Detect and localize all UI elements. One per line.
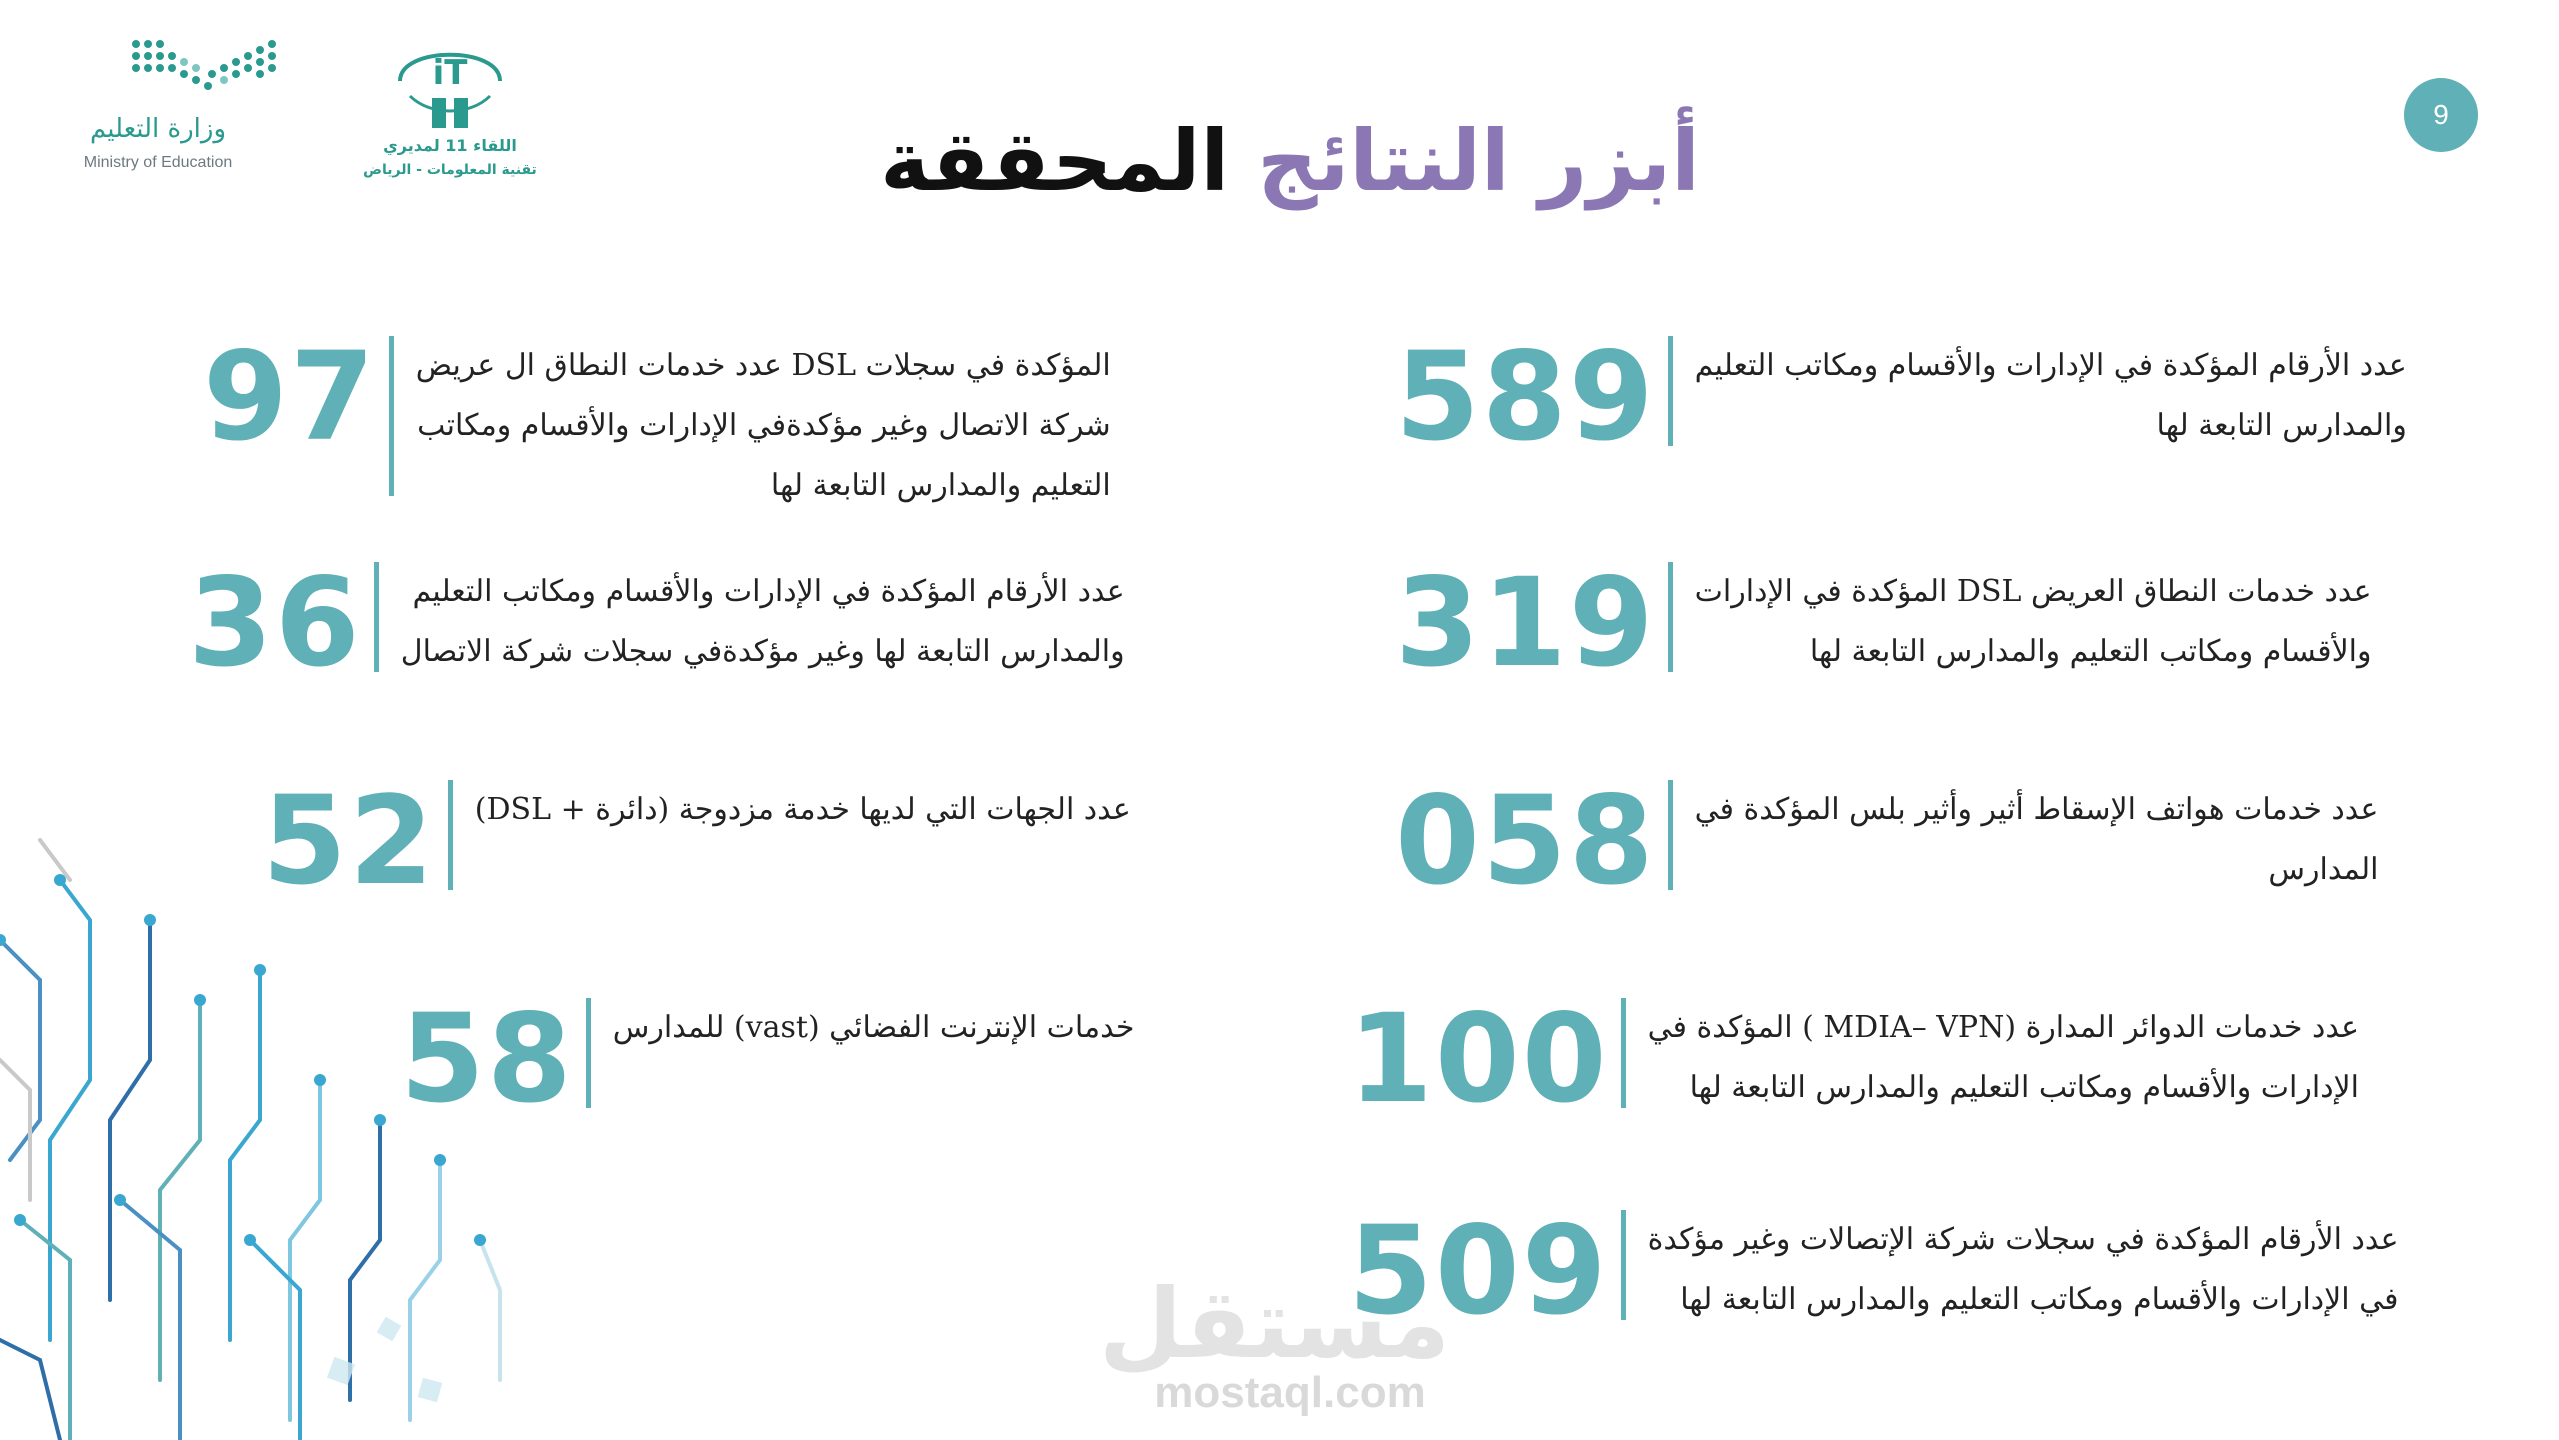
stat-058 [1395, 770, 2379, 912]
it-logo-line2: تقنية المعلومات - الرياض [363, 162, 537, 178]
stat-divider [374, 562, 379, 672]
slide-title [860, 96, 1720, 226]
stat-divider [1621, 1210, 1626, 1320]
stat-number: 36 [188, 552, 362, 694]
stat-97 [203, 326, 1111, 516]
it-meeting-logo [360, 36, 540, 186]
watermark-english: mostaql.com [1154, 1368, 1426, 1417]
stat-number: 589 [1395, 326, 1656, 468]
it-emblem-icon [360, 36, 540, 136]
stat-divider [586, 998, 591, 1108]
moe-dots-icon [40, 34, 320, 114]
stat-description: عدد خدمات النطاق العريض DSL المؤكدة في الإدارات والأقسام ومكاتب التعليم والمدارس التابعة لها [1694, 574, 2372, 669]
stat-number: 509 [1348, 1200, 1609, 1342]
stat-divider [1621, 998, 1626, 1108]
stat-36 [188, 552, 1125, 694]
stat-number: 58 [400, 988, 574, 1130]
stat-divider [1668, 780, 1673, 890]
ministry-of-education-logo [40, 34, 320, 184]
stat-number: 52 [262, 770, 436, 912]
stat-description: عدد خدمات الدوائر المدارة (MDIA– VPN ) المؤكدة في الإدارات والأقسام ومكاتب التعليم والمدارس التابعة لها [1647, 1010, 2359, 1105]
title-main: المحققة [880, 112, 1230, 210]
ministry-name-arabic: وزارة التعليم [89, 114, 227, 144]
stat-number: 97 [203, 326, 377, 468]
svg-text:iT: iT [432, 53, 468, 93]
page-number-badge: 9 [2404, 78, 2478, 152]
stat-description: عدد خدمات هواتف الإسقاط أثير وأثير بلس المؤكدة في المدارس [1694, 792, 2379, 887]
stat-description: عدد الأرقام المؤكدة في الإدارات والأقسام ومكاتب التعليم والمدارس التابعة لها وغير مؤكدةفي سجلات شركة الاتصال [400, 574, 1125, 669]
stat-589 [1395, 326, 2407, 468]
stat-description: عدد الجهات التي لديها خدمة مزدوجة (دائرة + DSL) [474, 792, 1131, 827]
stat-divider [1668, 336, 1673, 446]
stat-319 [1395, 552, 2372, 694]
stat-description: خدمات الإنترنت الفضائي (vast) للمدارس [612, 1010, 1135, 1045]
ministry-name-english: Ministry of Education [83, 154, 233, 171]
watermark-arabic: مستقل [1098, 1268, 1450, 1380]
stat-description: المؤكدة في سجلات DSL عدد خدمات النطاق ال عريض شركة الاتصال وغير مؤكدةفي الإدارات والأقسام ومكاتب التعليم والمدارس التابعة لها [415, 348, 1111, 503]
title-highlight: أبزر النتائج [1257, 112, 1700, 210]
it-logo-line1: اللقاء 11 لمديري [383, 136, 517, 155]
stat-divider [1668, 562, 1673, 672]
stat-509 [1348, 1200, 2399, 1342]
stat-100 [1348, 988, 2359, 1130]
stat-number: 058 [1395, 770, 1656, 912]
stat-description: عدد الأرقام المؤكدة في الإدارات والأقسام ومكاتب التعليم والمدارس التابعة لها [1694, 348, 2407, 443]
stat-number: 319 [1395, 552, 1656, 694]
circuit-decoration-icon [0, 820, 560, 1440]
stat-description: عدد الأرقام المؤكدة في سجلات شركة الإتصالات وغير مؤكدة في الإدارات والأقسام ومكاتب التعليم والمدارس التابعة لها [1647, 1222, 2399, 1317]
stat-number: 100 [1348, 988, 1609, 1130]
stat-divider [389, 336, 394, 496]
